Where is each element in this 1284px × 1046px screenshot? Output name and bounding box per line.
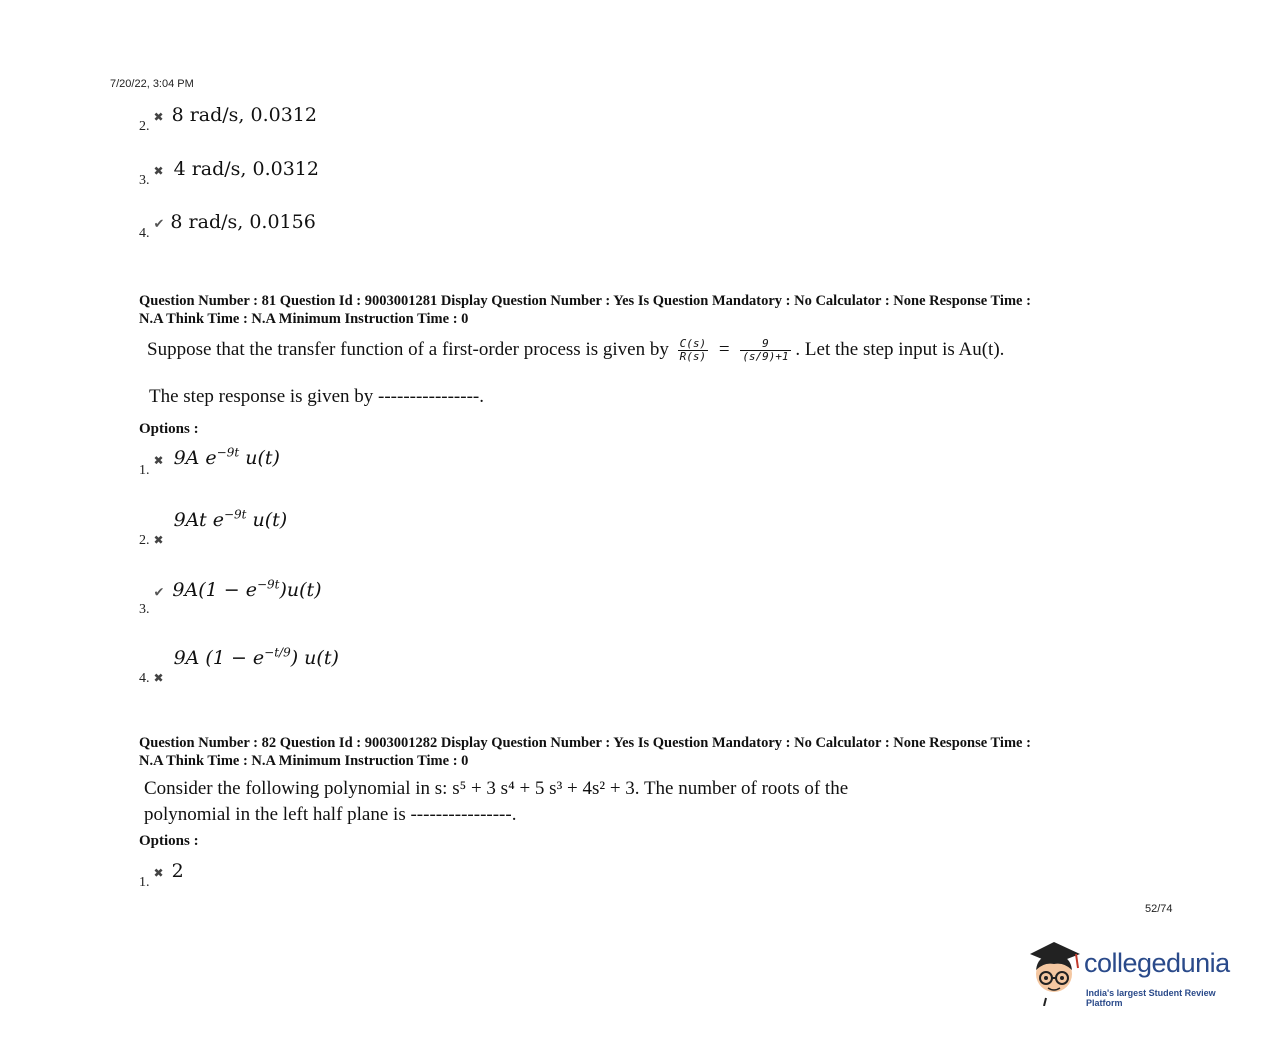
question-text-after: . Let the step input is Au(t). bbox=[795, 338, 1005, 360]
fraction-denominator: R(s) bbox=[679, 350, 707, 363]
option-text: 2 bbox=[171, 860, 184, 882]
option-number: 3. bbox=[139, 173, 150, 188]
transfer-fraction bbox=[678, 338, 709, 363]
check-icon: ✔ bbox=[153, 217, 165, 232]
prev-option-2 bbox=[139, 104, 317, 134]
option-text: 9A $(1 - e^{-t/9})$ u(t) bbox=[173, 646, 339, 670]
meta-line-1: Question Number : 81 Question Id : 9003001281 Display Question Number : Yes Is Question Mandatory : No Calculator : None Response Time : bbox=[139, 293, 1031, 309]
question-81-text bbox=[147, 338, 1004, 363]
prev-option-3 bbox=[139, 158, 319, 188]
option-number: 2. bbox=[139, 119, 150, 134]
check-icon: ✔ bbox=[153, 585, 165, 601]
logo-tagline: India's largest Student Review Platform bbox=[1086, 988, 1216, 1008]
question-82-text bbox=[144, 776, 848, 828]
meta-line-2: N.A Think Time : N.A Minimum Instruction Time : 0 bbox=[139, 311, 469, 327]
question-line-1: Consider the following polynomial in s: s⁵ + 3 s⁴ + 5 s³ + 4s² + 3. The number of roots of the bbox=[144, 778, 849, 799]
meta-line-2: N.A Think Time : N.A Minimum Instruction Time : 0 bbox=[139, 753, 469, 769]
page-number: 52/74 bbox=[1145, 903, 1173, 915]
cross-icon: ✖ bbox=[153, 533, 164, 548]
collegedunia-logo bbox=[1024, 940, 1254, 1010]
prev-option-4 bbox=[139, 211, 316, 241]
print-datetime: 7/20/22, 3:04 PM bbox=[110, 78, 194, 90]
option-text: 4 rad/s, 0.0312 bbox=[173, 158, 319, 180]
rhs-numerator: 9 bbox=[740, 338, 790, 351]
rhs-denominator: (s/9)+1 bbox=[742, 350, 789, 363]
cross-icon: ✖ bbox=[153, 671, 164, 686]
options-label: Options : bbox=[139, 421, 199, 437]
options-label: Options : bbox=[139, 833, 199, 849]
option-number: 4. bbox=[139, 226, 150, 241]
option-number: 2. bbox=[139, 533, 150, 549]
question-line-2: polynomial in the left half plane is ----------------. bbox=[144, 804, 517, 825]
option-number: 1. bbox=[139, 875, 150, 890]
option-text: 8 rad/s, 0.0156 bbox=[170, 211, 316, 233]
option-text: 9At $e^{-9t}$ u(t) bbox=[173, 508, 288, 532]
question-81-line2: The step response is given by ----------------. bbox=[149, 386, 484, 407]
question-text-before: Suppose that the transfer function of a first-order process is given by bbox=[147, 338, 669, 360]
cross-icon: ✖ bbox=[153, 866, 164, 880]
meta-line-1: Question Number : 82 Question Id : 9003001282 Display Question Number : Yes Is Question Mandatory : No Calculator : None Response Time : bbox=[139, 735, 1031, 751]
option-text: $9A(1 - e^{-9t})u(t)$ bbox=[172, 578, 322, 602]
option-number: 3. bbox=[139, 602, 150, 618]
question-82-meta bbox=[139, 734, 1169, 770]
rhs-fraction bbox=[740, 338, 790, 363]
q81-option-3 bbox=[139, 578, 322, 618]
fraction-numerator: C(s) bbox=[679, 337, 707, 350]
option-text: 9A $e^{-9t}$ u(t) bbox=[173, 446, 280, 470]
cross-icon: ✖ bbox=[153, 110, 164, 124]
q81-option-1 bbox=[139, 446, 280, 479]
mascot-icon bbox=[1024, 940, 1084, 1006]
logo-wordmark: collegedunia bbox=[1084, 948, 1230, 978]
q82-option-1 bbox=[139, 860, 184, 890]
question-81-meta bbox=[139, 292, 1169, 328]
cross-icon: ✖ bbox=[153, 453, 164, 468]
q81-option-4 bbox=[139, 646, 339, 687]
equals-sign: = bbox=[718, 338, 730, 360]
option-text: 8 rad/s, 0.0312 bbox=[171, 104, 317, 126]
q81-option-2 bbox=[139, 508, 288, 549]
option-number: 4. bbox=[139, 671, 150, 687]
option-number: 1. bbox=[139, 463, 150, 479]
cross-icon: ✖ bbox=[153, 164, 164, 178]
